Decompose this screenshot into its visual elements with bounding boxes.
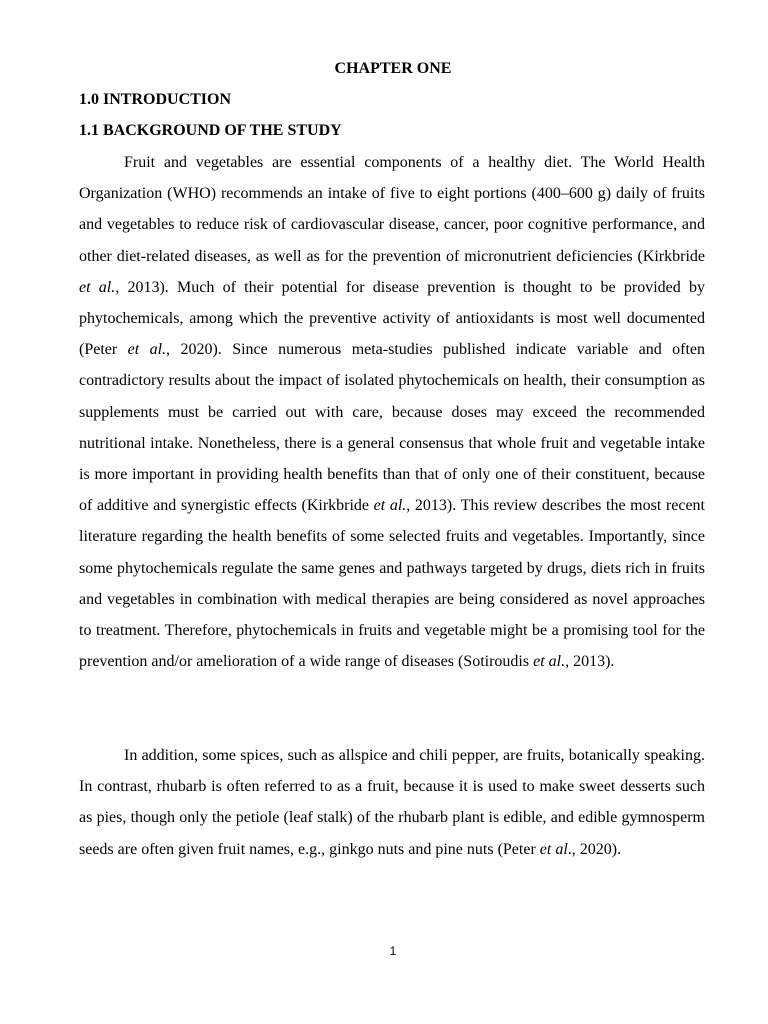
paragraph-1 xyxy=(79,147,705,677)
citation-et-al: et al xyxy=(539,840,568,858)
paragraph-1-text: , 2013). xyxy=(565,653,615,671)
paragraph-1-text: , 2013). This review describes the most recent literature regarding the health benefits of some selected fruits and vegetables. Importantly, since some phytochemicals regulate the same genes and pathways targeted by drugs, diets rich in fruits and vegetables in combination with medical therapies are being considered as novel approaches to treatment. Therefore, phytochemicals in fruits and vegetable might be a promising tool for the prevention and/or amelioration of a wide range of diseases (Sotiroudis xyxy=(79,497,706,671)
section-heading: 1.0 INTRODUCTION xyxy=(79,91,232,108)
paragraph-2-text: In addition, some spices, such as allspice and chili pepper, are fruits, botanically speaking. In contrast, rhubarb is often referred to as a fruit, because it is used to make sweet desserts such as pies, though only the petiole (leaf stalk) of the rhubarb plant is edible, and edible gymnosperm seeds are often given fruit names, e.g., ginkgo nuts and pine nuts (Peter xyxy=(79,747,705,858)
paragraph-2-text: ., 2020). xyxy=(567,840,622,858)
paragraph-2 xyxy=(79,740,705,865)
paragraph-1-text: , 2013). Much of their potential for disease prevention is thought to be provided by phytochemicals, among which the preventive activity of antioxidants is most well documented (Peter xyxy=(79,278,705,359)
citation-et-al: et al. xyxy=(79,278,116,296)
citation-et-al: et al. xyxy=(127,341,167,359)
chapter-title: CHAPTER ONE xyxy=(334,60,452,77)
citation-et-al: et al. xyxy=(533,653,566,671)
citation-et-al: et al. xyxy=(373,497,407,515)
paragraph-1-text: Fruit and vegetables are essential components of a healthy diet. The World Health Organization (WHO) recommends an intake of five to eight portions (400–600 g) daily of fruits and vegetables to reduce risk of cardiovascular disease, cancer, poor cognitive performance, and other diet-related diseases, as well as for the prevention of micronutrient deficiencies (Kirkbride xyxy=(79,154,705,265)
page-number: 1 xyxy=(389,944,397,958)
subsection-heading: 1.1 BACKGROUND OF THE STUDY xyxy=(79,122,342,139)
paragraph-1-text: , 2020). Since numerous meta-studies published indicate variable and often contradictory results about the impact of isolated phytochemicals on health, their consumption as supplements must be carried out with care, because doses may exceed the recommended nutritional intake. Nonetheless, there is a general consensus that whole fruit and vegetable intake is more important in providing health benefits than that of only one of their constituent, because of additive and synergistic effects (Kirkbride xyxy=(79,341,706,515)
